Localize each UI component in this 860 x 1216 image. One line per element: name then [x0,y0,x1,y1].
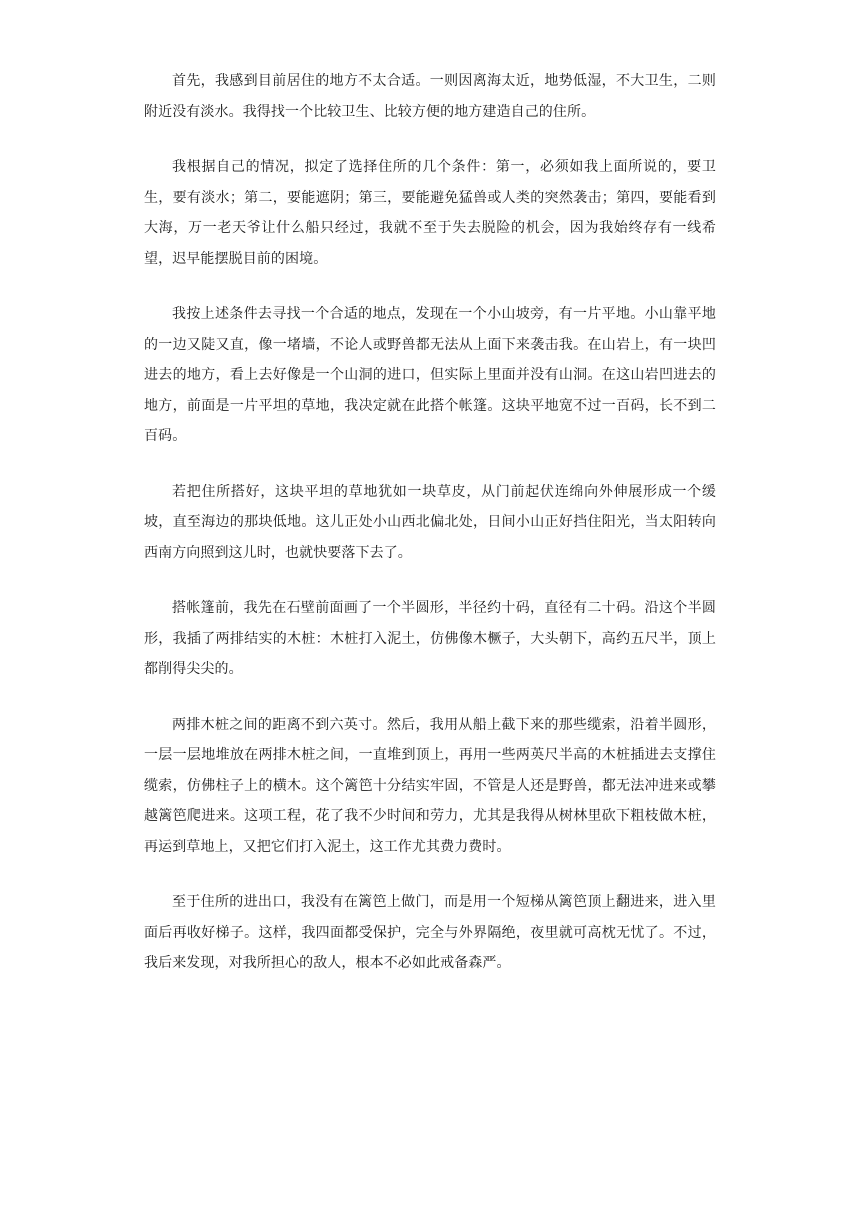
paragraph-5: 搭帐篷前，我先在石壁前面画了一个半圆形，半径约十码，直径有二十码。沿这个半圆形，我插了两排结实的木桩：木桩打入泥土，仿佛像木橛子，大头朝下，高约五尺半，顶上都削得尖尖的。 [144,600,716,677]
paragraph-4: 若把住所搭好，这块平坦的草地犹如一块草皮，从门前起伏连绵向外伸展形成一个缓坡，直至海边的那块低地。这儿正处小山西北偏北处，日间小山正好挡住阳光，当太阳转向西南方向照到这儿时，也就快要落下去了。 [144,483,716,561]
document-body [144,66,716,1004]
paragraph-7: 至于住所的进出口，我没有在篱笆上做门，而是用一个短梯从篱笆顶上翻进来，进入里面后再收好梯子。这样，我四面都受保护，完全与外界隔绝，夜里就可高枕无忧了。不过，我后来发现，对我所担心的敌人，根本不必如此戒备森严。 [144,894,716,971]
paragraph-1: 首先，我感到目前居住的地方不太合适。一则因离海太近，地势低湿，不大卫生，二则附近没有淡水。我得找一个比较卫生、比较方便的地方建造自己的住所。 [144,73,716,120]
paragraph-6: 两排木桩之间的距离不到六英寸。然后，我用从船上截下来的那些缆索，沿着半圆形，一层一层地堆放在两排木桩之间，一直堆到顶上，再用一些两英尺半高的木桩插进去支撑住缆索，仿佛柱子上的横木。这个篱笆十分结实牢固，不管是人还是野兽，都无法冲进来或攀越篱笆爬进来。这项工程，花了我不少时间和劳力，尤其是我得从树林里砍下粗枝做木桩，再运到草地上，又把它们打入泥土，这工作尤其费力费时。 [144,716,716,855]
paragraph-3: 我按上述条件去寻找一个合适的地点，发现在一个小山坡旁，有一片平地。小山靠平地的一边又陡又直，像一堵墙，不论人或野兽都无法从上面下来袭击我。在山岩上，有一块凹进去的地方，看上去好像是一个山洞的进口，但实际上里面并没有山洞。在这山岩凹进去的地方，前面是一片平坦的草地，我决定就在此搭个帐篷。这块平地宽不过一百码，长不到二百码。 [144,306,716,444]
paragraph-2: 我根据自己的情况，拟定了选择住所的几个条件：第一，必须如我上面所说的，要卫生，要有淡水；第二，要能遮阴；第三，要能避免猛兽或人类的突然袭击；第四，要能看到大海，万一老天爷让什么船只经过，我就不至于失去脱险的机会，因为我始终存有一线希望，迟早能摆脱目前的困境。 [144,159,716,267]
